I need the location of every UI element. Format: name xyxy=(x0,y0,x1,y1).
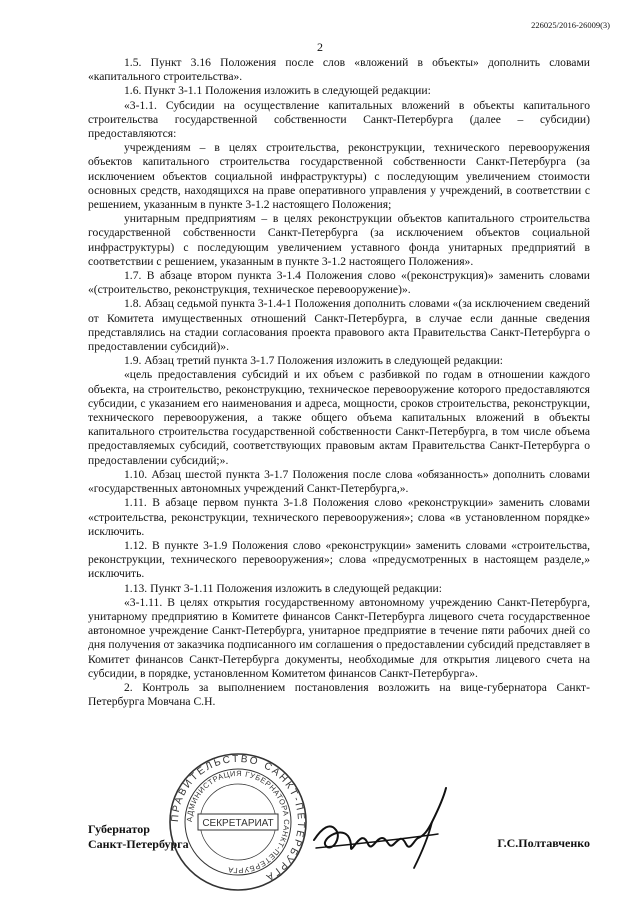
official-stamp xyxy=(168,752,308,892)
paragraph-1-12: 1.12. В пункте 3-1.9 Положения слово «реконструкции» заменить словами «строительства, реконструкции, технического перевооружения»; слова «предусмотренных в настоящем разделе,» исключить. xyxy=(88,538,590,581)
document-body xyxy=(88,56,590,709)
paragraph-3-1-1: «3-1.1. Субсидии на осуществление капитальных вложений в объекты капитального строительства государственной собственности Санкт-Петербурга (далее – субсидии) предоставляются: xyxy=(88,98,590,141)
paragraph-1-5: 1.5. Пункт 3.16 Положения после слов «вложений в объекты» дополнить словами «капитального строительства». xyxy=(88,56,590,84)
paragraph-1-11: 1.11. В абзаце первом пункта 3-1.8 Положения слово «реконструкции» заменить словами «строительства, реконструкции, технического перевооружения»; слова «в установленном порядке» исключить. xyxy=(88,496,590,538)
paragraph-1-7: 1.7. В абзаце втором пункта 3-1.4 Положения слово «(реконструкция)» заменить словами «(строительство, реконструкция, техническое перевооружение)». xyxy=(88,269,590,297)
paragraph-institutions: учреждениям – в целях строительства, реконструкции, технического перевооружения объектов капитального строительства государственной собственности Санкт-Петербурга (за исключением объектов социальной инфраструктуры) с последующим увеличением стоимости основных средств, находящихся на праве оперативного управления у учреждений, в соответствии с решением, указанным в пункте 3-1.2 настоящего Положения; xyxy=(88,141,590,212)
paragraph-1-6: 1.6. Пункт 3-1.1 Положения изложить в следующей редакции: xyxy=(124,84,431,98)
stamp-outer-textpath: ПРАВИТЕЛЬСТВО САНКТ-ПЕТЕРБУРГА xyxy=(169,753,307,884)
signer-title-line1: Губернатор xyxy=(88,822,150,836)
paragraph-unitary-enterprises: унитарным предприятиям – в целях реконструкции объектов капитального строительства государственной собственности Санкт-Петербурга (за исключением объектов социальной инфраструктуры) с последующим увеличением уставного фонда унитарных предприятий в соответствии с решением, указанным в пункте 3-1.2 настоящего Положения». xyxy=(88,212,590,268)
stamp-center-text: СЕКРЕТАРИАТ xyxy=(202,818,274,829)
paragraph-1-13: 1.13. Пункт 3-1.11 Положения изложить в следующей редакции: xyxy=(124,581,442,595)
paragraph-1-9: 1.9. Абзац третий пункта 3-1.7 Положения изложить в следующей редакции: xyxy=(124,354,503,368)
paragraph-1-10: 1.10. Абзац шестой пункта 3-1.7 Положения после слова «обязанность» дополнить словами «государственных автономных учреждений Санкт-Петербурга,». xyxy=(88,467,590,496)
signer-title-line2: Санкт-Петербурга xyxy=(88,837,189,851)
document-number: 226025/2016-26009(3) xyxy=(531,20,610,30)
paragraph-2-control: 2. Контроль за выполнением постановления возложить на вице-губернатора Санкт-Петербурга Мовчана С.Н. xyxy=(88,680,590,709)
stamp-inner-textpath: АДМИНИСТРАЦИЯ ГУБЕРНАТОРА САНКТ-ПЕТЕРБУРГА xyxy=(184,768,292,876)
signer-name: Г.С.Полтавченко xyxy=(497,836,590,850)
handwritten-signature xyxy=(296,778,466,878)
page-number: 2 xyxy=(317,40,323,54)
paragraph-goal: «цель предоставления субсидий и их объем с разбивкой по годам в отношении каждого объекта, на строительство, реконструкцию, техническое перевооружение которого предоставляются субсидии, с указанием его наименования и адреса, мощности, сроков строительства, реконструкции, технического перевооружения, а также общего объема капитальных вложений в объекты капитального строительства государственной собственности Санкт-Петербурга, в том числе объема предоставляемых субсидий, соответствующих правовым актам Правительства Санкт-Петербурга о предоставлении субсидий;». xyxy=(88,368,590,467)
paragraph-3-1-11: «3-1.11. В целях открытия государственному автономному учреждению Санкт-Петербурга, унитарному предприятию в Комитете финансов Санкт-Петербурга лицевого счета государственное автономное учреждение Санкт-Петербурга, унитарное предприятие в течение пяти рабочих дней со дня получения от заказчика подписанного им соглашения о предоставлении субсидий представляет в Комитет финансов Санкт-Петербурга документы, необходимые для открытия лицевого счета на субсидии, в порядке, установленном Комитетом финансов Санкт-Петербурга». xyxy=(88,595,590,680)
paragraph-1-8: 1.8. Абзац седьмой пункта 3-1.4-1 Положения дополнить словами «(за исключением сведений от Комитета имущественных отношений Санкт-Петербурга, в случае если данные сведения представлялись на стадии согласования проекта правового акта Правительства Санкт-Петербурга о предоставлении субсидий)». xyxy=(88,297,590,354)
